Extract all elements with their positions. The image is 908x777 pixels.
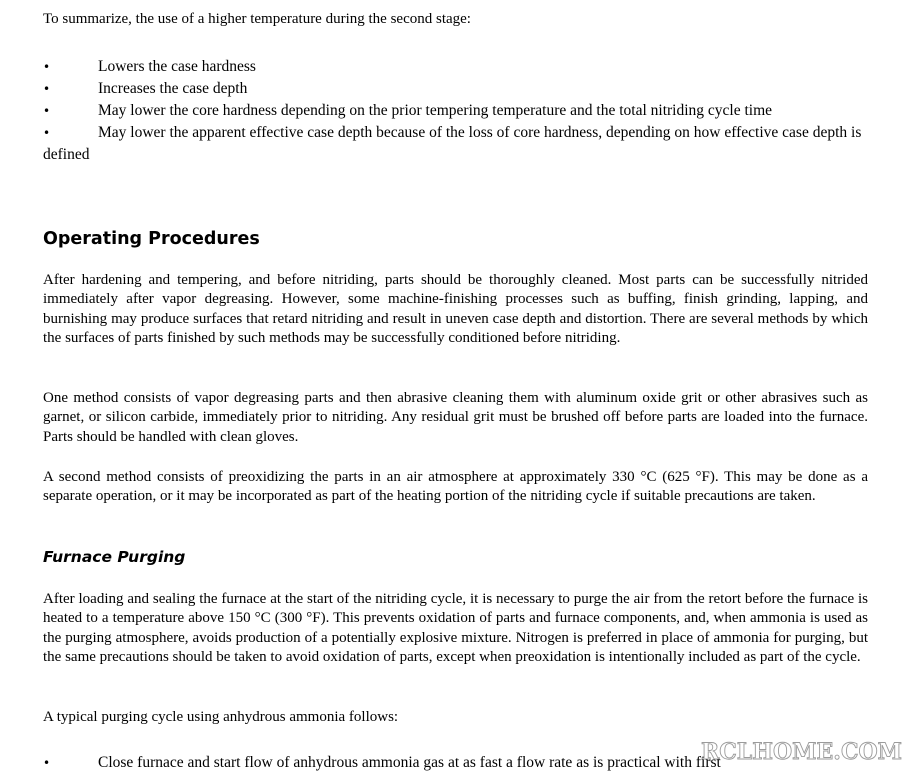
bullet-text: May lower the core hardness depending on the prior tempering temperature and the total nitriding cycle time [98,102,773,119]
bullet-icon: • [43,756,51,770]
operating-paragraph-cleaning: After hardening and tempering, and before nitriding, parts should be thoroughly cleaned. Most parts can be successfully nitrided immediately after vapor degreasing. However, some machine-finishing processes such as buffing, finish grinding, lapping, and burnishing may produce surfaces that retard nitriding and result in uneven case depth and distortion. There are several methods by which the surfaces of parts finished by such methods may be successfully conditioned before nitriding. [43,272,868,347]
list-item [43,78,868,100]
operating-paragraph-method-two: A second method consists of preoxidizing the parts in an air atmosphere at approximately 330 °C (625 °F). This may be done as a separate operation, or it may be incorporated as part of the heating portion of the nitriding cycle if suitable precautions are taken. [43,469,868,505]
furnace-purging-heading: Furnace Purging [43,548,186,566]
site-watermark: RCLHOME.COM [700,739,902,765]
bullet-icon: • [43,82,51,96]
bullet-text: May lower the apparent effective case depth because of the loss of core hardness, depending on how effective case depth is defined [43,124,862,163]
bullet-text: Lowers the case hardness [98,58,256,75]
bullet-icon: • [43,60,51,74]
bullet-text: Increases the case depth [98,80,248,97]
bullet-text: Close furnace and start flow of anhydrous ammonia gas at as fast a flow rate as is practical with first [98,754,721,771]
list-item [43,56,868,78]
list-item [43,122,868,165]
list-item [43,100,868,122]
summary-intro: To summarize, the use of a higher temperature during the second stage: [43,11,471,27]
operating-procedures-heading: Operating Procedures [43,229,260,249]
purging-paragraph-typical-cycle: A typical purging cycle using anhydrous ammonia follows: [43,709,399,725]
bullet-icon: • [43,126,51,140]
operating-paragraph-method-one: One method consists of vapor degreasing parts and then abrasive cleaning them with aluminum oxide grit or other abrasives such as garnet, or silicon carbide, immediately prior to nitriding. Any residual grit must be brushed off before parts are loaded into the furnace. Parts should be handled with clean gloves. [43,390,868,445]
bullet-icon: • [43,104,51,118]
purging-paragraph-intro: After loading and sealing the furnace at the start of the nitriding cycle, it is necessary to purge the air from the retort before the furnace is heated to a temperature above 150 °C (300 °F). This prevents oxidation of parts and furnace components, and, when ammonia is used as the purging atmosphere, avoids production of a potentially explosive mixture. Nitrogen is preferred in place of ammonia for purging, but the same precautions should be taken to avoid oxidation of parts, except when preoxidation is intentionally included as part of the cycle. [43,591,868,666]
summary-bullet-list [43,56,868,165]
